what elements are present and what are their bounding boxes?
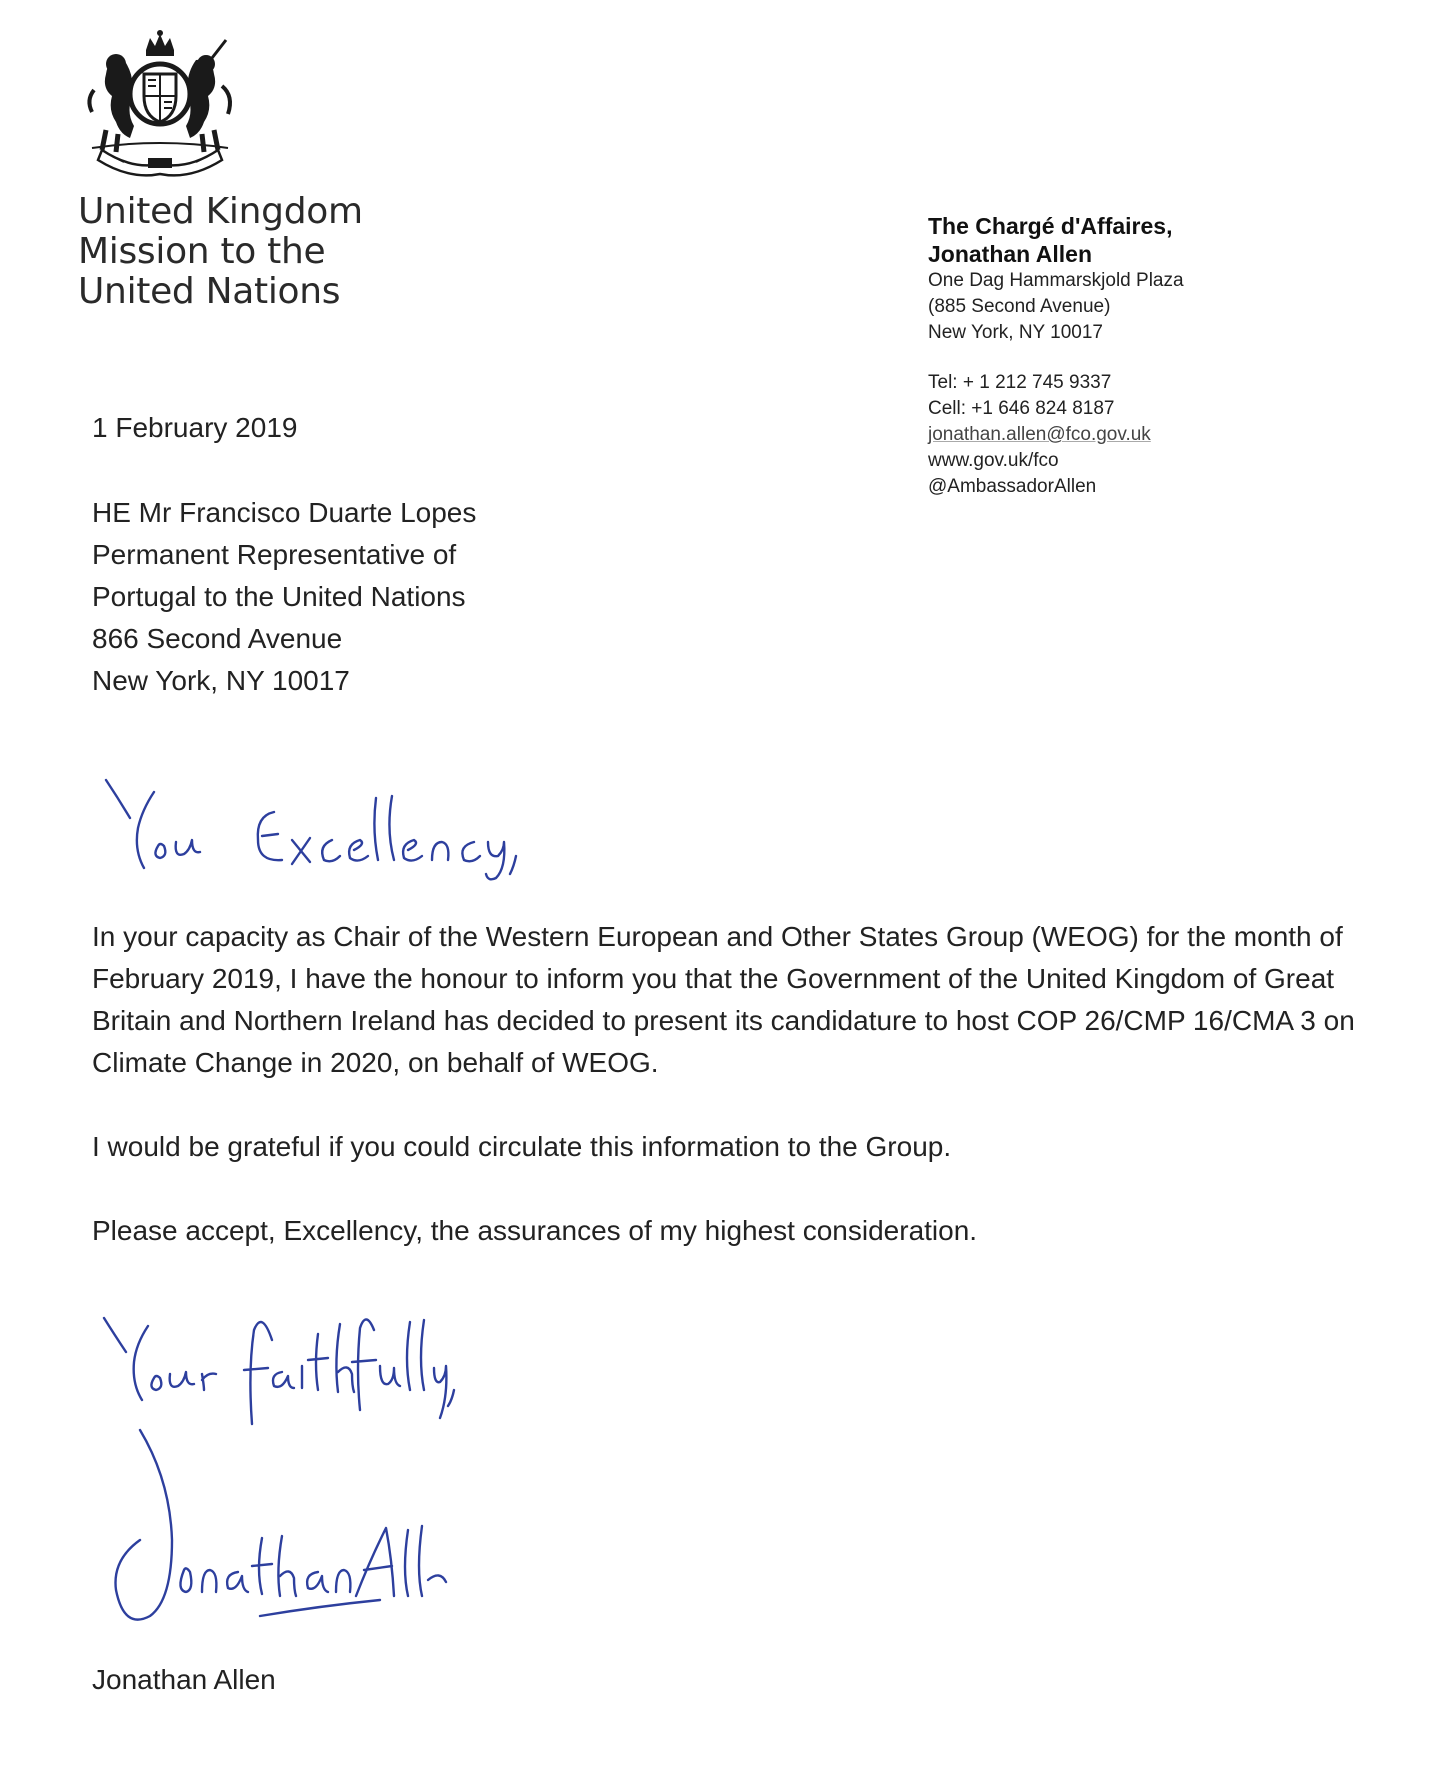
sender-tel: Tel: + 1 212 745 9337 [928,372,1112,393]
sender-address-line: (885 Second Avenue) [928,296,1111,317]
recipient-line: New York, NY 10017 [92,665,350,696]
mission-name [78,192,363,312]
signatory-name: Jonathan Allen [92,1664,276,1695]
handwritten-signature [110,1420,450,1630]
sender-address-line: New York, NY 10017 [928,322,1103,343]
salutation-text [0,0,1,1]
sender-email-link[interactable]: jonathan.allen@fco.gov.uk [928,424,1151,445]
recipient-line: 866 Second Avenue [92,623,343,654]
handwritten-salutation [96,770,536,880]
royal-coat-of-arms-icon [72,30,248,180]
signature-text [0,0,1,1]
recipient-address [92,492,476,702]
body-paragraph: In your capacity as Chair of the Western European and Other States Group (WEOG) for the month of February 2019, I have the honour to inform you that the Government of the United Kingdom of Great Britain and Northern Ireland has decided to present its candidature to host COP 26/CMP 16/CMA 3 on Climate Change in 2020, on behalf of WEOG. [92,921,1355,1078]
sender-website-link[interactable]: www.gov.uk/fco [928,450,1059,471]
sender-name: Jonathan Allen [928,241,1092,267]
mission-name-line: United Kingdom [78,191,363,232]
sender-address-line: One Dag Hammarskjold Plaza [928,270,1184,291]
recipient-line: HE Mr Francisco Duarte Lopes [92,497,477,528]
sender-block [928,212,1184,500]
letter-body [92,916,1372,1294]
closing-text [0,0,1,1]
body-paragraph: Please accept, Excellency, the assurances of my highest consideration. [92,1215,978,1246]
letter-date: 1 February 2019 [92,412,298,443]
handwritten-closing [96,1300,456,1430]
mission-name-line: United Nations [78,271,341,312]
mission-name-line: Mission to the [78,231,326,272]
recipient-line: Portugal to the United Nations [92,581,466,612]
body-paragraph: I would be grateful if you could circulate this information to the Group. [92,1131,952,1162]
recipient-line: Permanent Representative of [92,539,457,570]
sender-title: The Chargé d'Affaires, [928,213,1173,239]
sender-cell: Cell: +1 646 824 8187 [928,398,1115,419]
sender-twitter-handle: @AmbassadorAllen [928,476,1097,497]
